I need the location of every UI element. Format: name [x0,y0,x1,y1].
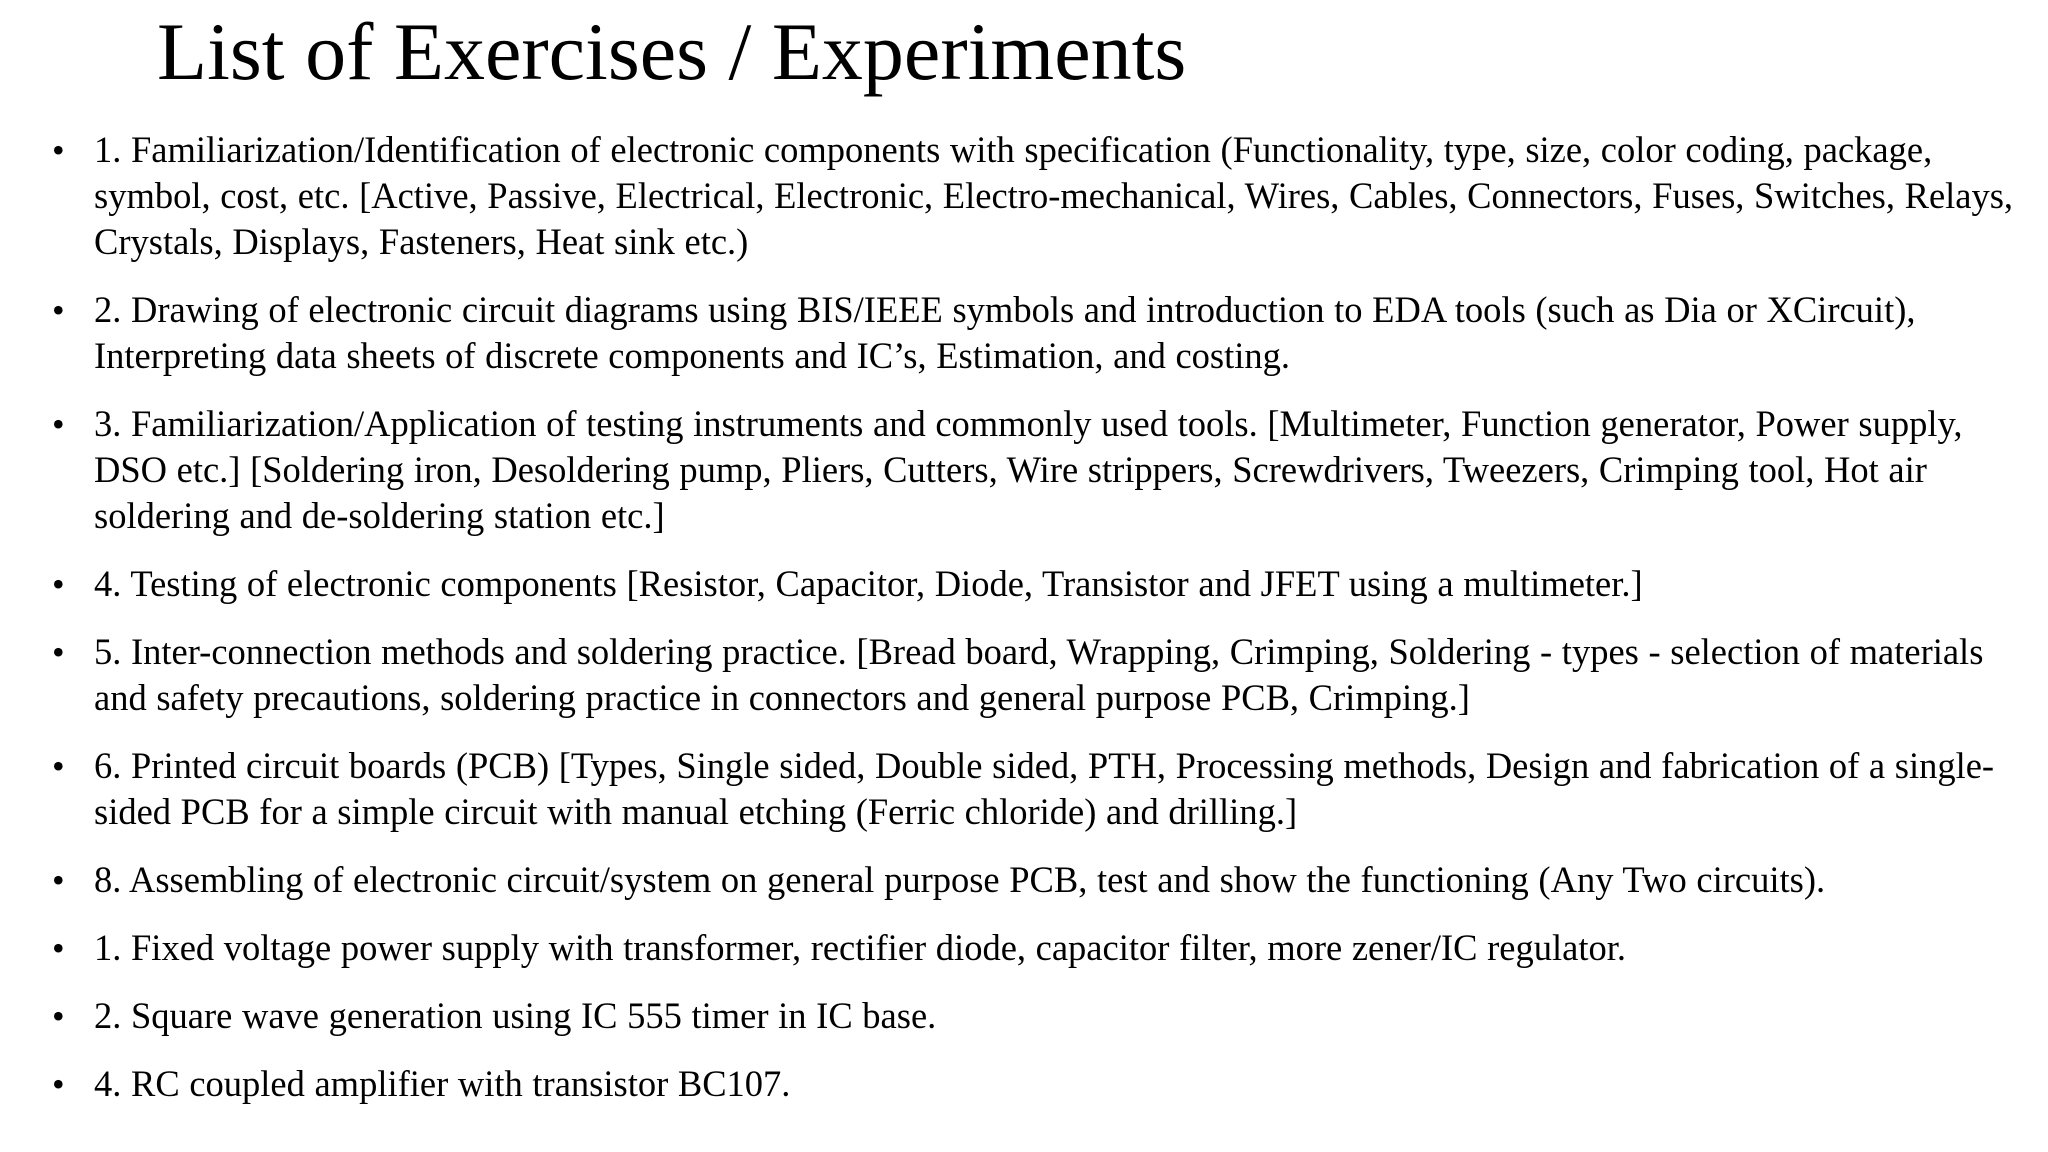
list-item-text: 4. Testing of electronic components [Resistor, Capacitor, Diode, Transistor and JFET using a multimeter.] [94,563,1643,604]
bullet-icon: • [52,564,65,604]
bullet-icon: • [52,404,65,444]
list-item [0,1061,2048,1107]
list-item-text: 2. Drawing of electronic circuit diagrams using BIS/IEEE symbols and introduction to EDA tools (such as Dia or XCircuit), Interpreting data sheets of discrete components and IC’s, Estimation, and costing. [94,289,1916,376]
list-item-text: 4. RC coupled amplifier with transistor BC107. [94,1063,791,1104]
bullet-icon: • [52,290,65,330]
list-item-text: 2. Square wave generation using IC 555 timer in IC base. [94,995,937,1036]
exercise-list [0,127,2048,1129]
slide-title: List of Exercises / Experiments [157,6,1187,97]
list-item [0,561,2048,607]
bullet-icon: • [52,632,65,672]
bullet-icon: • [52,860,65,900]
list-item [0,743,2048,835]
bullet-icon: • [52,130,65,170]
bullet-icon: • [52,746,65,786]
list-item [0,287,2048,379]
list-item [0,993,2048,1039]
list-item [0,857,2048,903]
list-item-text: 1. Fixed voltage power supply with transformer, rectifier diode, capacitor filter, more zener/IC regulator. [94,927,1626,968]
bullet-icon: • [52,996,65,1036]
list-item-text: 5. Inter-connection methods and soldering practice. [Bread board, Wrapping, Crimping, Soldering - types - selection of materials and safety precautions, soldering practice in connectors and general purpose PCB, Crimping.] [94,631,1984,718]
list-item-text: 8. Assembling of electronic circuit/system on general purpose PCB, test and show the functioning (Any Two circuits). [94,859,1826,900]
bullet-icon: • [52,1064,65,1104]
list-item-text: 1. Familiarization/Identification of electronic components with specification (Functionality, type, size, color coding, package, symbol, cost, etc. [Active, Passive, Electrical, Electronic, Electro-mechanical, Wires, Cables, Connectors, Fuses, Switches, Relays, Crystals, Displays, Fasteners, Heat sink etc.) [94,129,2014,262]
list-item [0,401,2048,539]
list-item [0,629,2048,721]
list-item [0,127,2048,265]
list-item-text: 3. Familiarization/Application of testing instruments and commonly used tools. [Multimeter, Function generator, Power supply, DSO etc.] [Soldering iron, Desoldering pump, Pliers, Cutters, Wire strippers, Screwdrivers, Tweezers, Crimping tool, Hot air soldering and de-soldering station etc.] [94,403,1963,536]
bullet-icon: • [52,928,65,968]
list-item [0,925,2048,971]
list-item-text: 6. Printed circuit boards (PCB) [Types, Single sided, Double sided, PTH, Processing methods, Design and fabrication of a single-sided PCB for a simple circuit with manual etching (Ferric chloride) and drilling.] [94,745,1995,832]
